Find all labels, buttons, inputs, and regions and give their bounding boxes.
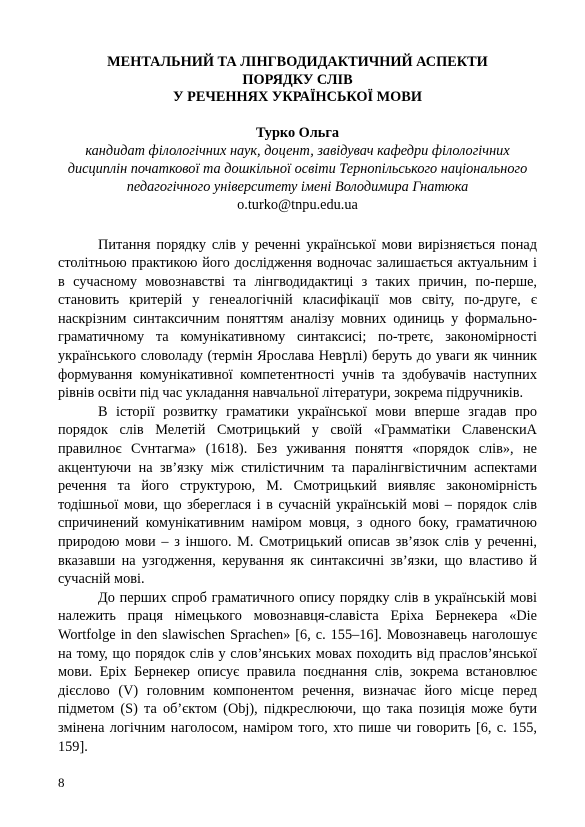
page-number: 8 [58, 775, 65, 790]
body-paragraph-1: Питання порядку слів у реченні української мови вирізняється понад столітньою практикою його дослідження водночас залишається актуальним і в сучасному мовознавстві та лінгводидактиці з таких причин, по-перше, становить критерій у генеалогічній класифікації мов світу, по-друге, є наскрізним синтаксичним поняттям аналізу мовних одиниць у формально-граматичному та комунікативному синтаксисі; по-третє, закономірності українського словоладу (термін Ярослава Невրлі) беруть до уваги як чинник формування комунікативної компетентності учнів та здобувачів наступних рівнів освіти під час укладання навчальної літератури, зокрема підручників. [58, 236, 537, 402]
author-affiliation: кандидат філологічних наук, доцент, завідувач кафедри філологічних дисциплін початкової та дошкільної освіти Тернопільського національного педагогічного університету імені Володимира Гнатюка [67, 142, 528, 195]
title-line-1: МЕНТАЛЬНИЙ ТА ЛІНГВОДИДАКТИЧНИЙ АСПЕКТИ [107, 54, 488, 70]
article-body [58, 236, 537, 757]
author-name: Турко Ольга [255, 124, 340, 141]
author-block [58, 124, 537, 214]
title-line-2: ПОРЯДКУ СЛІВ [242, 71, 353, 88]
author-email: o.turko@tnpu.edu.ua [237, 196, 358, 213]
body-paragraph-3: До перших спроб граматичного опису порядку слів в українській мові належить праця німецького мовознавця-славіста Еріха Бернекера «Die Wortfolge in den slawischen Sprachen» [6, с. 155–16]. Мовознавець наголошує на тому, що порядок слів у слов’янських мовах походить від праслов’янської мови. Еріх Бернекер описує правила поєднання слів, зокрема встановлює дієслово (V) головним компонентом речення, визначає його місце перед підметом (S) та об’єктом (Obj), підкреслюючи, що така позиція може бути змінена логічним наголосом, наміром того, хто пише чи говорить [6, с. 155, 159]. [58, 589, 537, 755]
title-line-3: У РЕЧЕННЯХ УКРАЇНСЬКОЇ МОВИ [173, 89, 422, 105]
article-title [58, 54, 537, 107]
body-paragraph-2: В історії розвитку граматики української мови вперше згадав про порядок слів Мелетій Смотрицький у своїй «Грамматіки СлавенскиА правилноє Сvнтагма» (1618). Без уживання поняття «порядок слів», не акцентуючи на зв’язку між стилістичним та паралінгвістичним аспектами речення та його структурою, М. Смотрицький виявляє закономірність тодішньої мови, що збереглася і в сучасній українській мові – порядок слів спричинений комунікативним наміром мовця, з одного боку, граматичною природою мови – з іншого. М. Смотрицький описав зв’язок слів у реченні, вказавши на узгодження, керування як синтаксичні зв’язки, що властиво й сучасній мові. [58, 403, 537, 588]
